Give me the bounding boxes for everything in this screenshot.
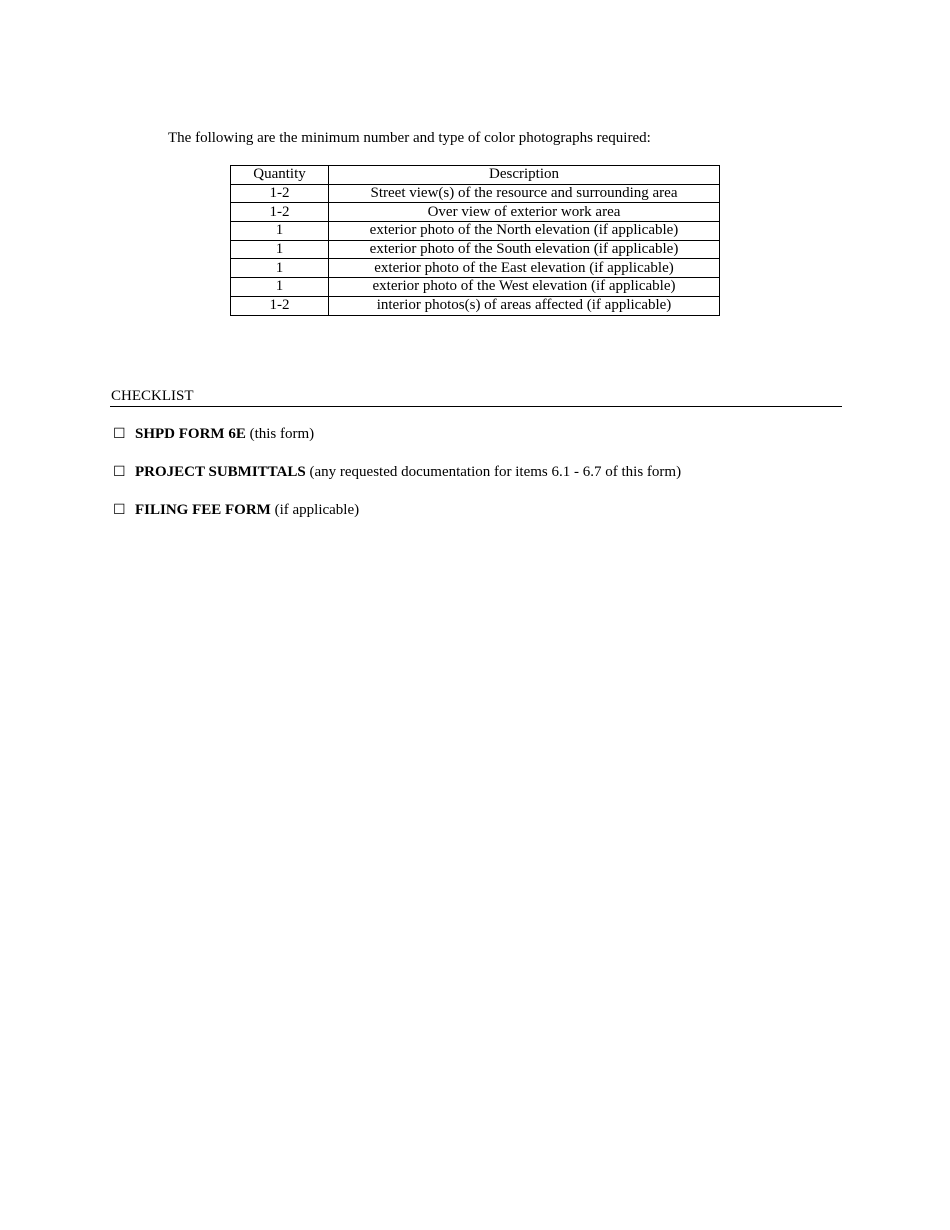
description-cell: Street view(s) of the resource and surrounding area bbox=[329, 184, 720, 203]
checklist-item-project-submittals bbox=[113, 463, 681, 481]
description-cell: Over view of exterior work area bbox=[329, 203, 720, 222]
checklist-item-note: (if applicable) bbox=[270, 502, 360, 518]
table-row bbox=[231, 278, 720, 297]
checkbox-icon[interactable]: ☐ bbox=[113, 464, 126, 480]
checklist-title: CHECKLIST bbox=[111, 388, 194, 404]
table-header-row bbox=[231, 166, 720, 185]
description-cell: exterior photo of the North elevation (if applicable) bbox=[329, 222, 720, 241]
table-row bbox=[231, 184, 720, 203]
quantity-cell: 1 bbox=[231, 222, 329, 241]
description-cell: interior photos(s) of areas affected (if applicable) bbox=[329, 296, 720, 315]
table-row bbox=[231, 222, 720, 241]
checklist-item-label: PROJECT SUBMITTALS bbox=[135, 464, 306, 480]
intro-text: The following are the minimum number and type of color photographs required: bbox=[168, 130, 651, 146]
description-cell: exterior photo of the East elevation (if applicable) bbox=[329, 259, 720, 278]
checklist-item-label: SHPD FORM 6E bbox=[135, 426, 246, 442]
photo-requirements-table bbox=[230, 165, 720, 316]
checklist-item-note: (any requested documentation for items 6.1 - 6.7 of this form) bbox=[305, 464, 682, 480]
checklist-item-shpd-form bbox=[113, 425, 314, 443]
checklist-item-filing-fee bbox=[113, 501, 359, 519]
table-row bbox=[231, 203, 720, 222]
quantity-cell: 1 bbox=[231, 278, 329, 297]
checkbox-icon[interactable]: ☐ bbox=[113, 502, 126, 518]
table-row bbox=[231, 240, 720, 259]
table-row bbox=[231, 296, 720, 315]
quantity-header: Quantity bbox=[231, 166, 329, 185]
checklist-item-label: FILING FEE FORM bbox=[135, 502, 271, 518]
quantity-cell: 1-2 bbox=[231, 203, 329, 222]
quantity-cell: 1 bbox=[231, 259, 329, 278]
quantity-cell: 1 bbox=[231, 240, 329, 259]
description-header: Description bbox=[329, 166, 720, 185]
description-cell: exterior photo of the South elevation (if applicable) bbox=[329, 240, 720, 259]
table-row bbox=[231, 259, 720, 278]
checklist-item-note: (this form) bbox=[245, 426, 315, 442]
quantity-cell: 1-2 bbox=[231, 184, 329, 203]
checklist-divider bbox=[110, 406, 842, 407]
checkbox-icon[interactable]: ☐ bbox=[113, 426, 126, 442]
quantity-cell: 1-2 bbox=[231, 296, 329, 315]
description-cell: exterior photo of the West elevation (if applicable) bbox=[329, 278, 720, 297]
